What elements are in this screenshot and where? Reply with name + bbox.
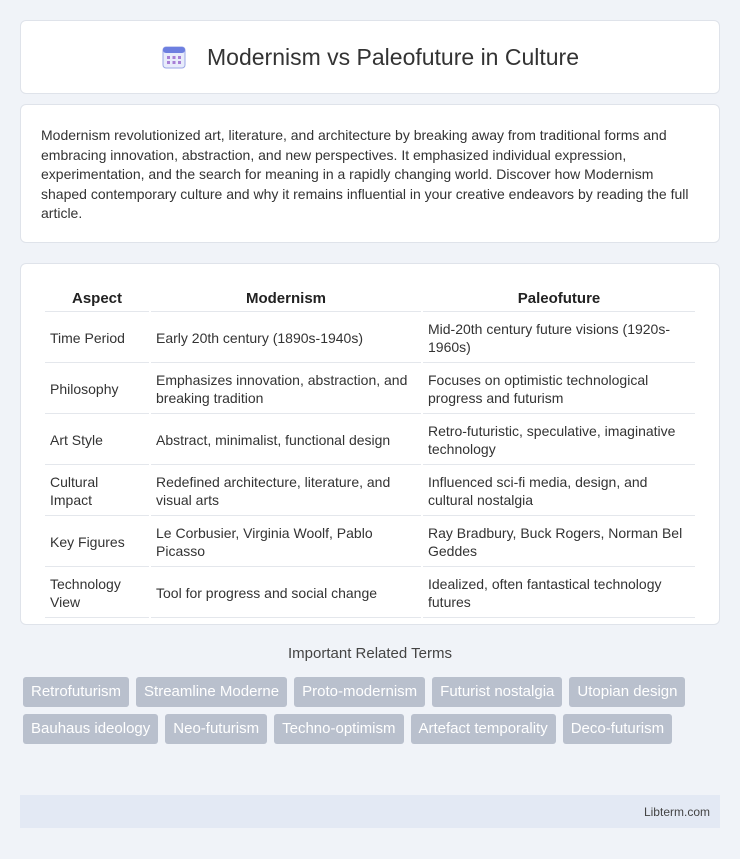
footer (20, 795, 720, 828)
header-card (20, 20, 720, 94)
cell-paleofuture: Idealized, often fantastical technology futures (423, 569, 695, 618)
header-aspect: Aspect (45, 286, 149, 312)
intro-text: Modernism revolutionized art, literature, and architecture by breaking away from traditional forms and embracing innovation, abstraction, and new perspectives. It emphasized individual expression, experimentation, and the search for meaning in a rapidly changing world. Discover how Modernism shaped contemporary culture and why it remains influential in your creative endeavors by reading the full article. (41, 127, 689, 221)
cell-modernism: Emphasizes innovation, abstraction, and breaking tradition (151, 365, 421, 414)
cell-modernism: Abstract, minimalist, functional design (151, 416, 421, 465)
comparison-table (43, 284, 697, 620)
related-terms-title: Important Related Terms (288, 645, 452, 662)
header-paleofuture: Paleofuture (423, 286, 695, 312)
cell-aspect: Technology View (45, 569, 149, 618)
cell-aspect: Time Period (45, 314, 149, 363)
cell-aspect: Cultural Impact (45, 467, 149, 516)
header-modernism: Modernism (151, 286, 421, 312)
related-tag[interactable]: Neo-futurism (165, 714, 267, 744)
related-tag[interactable]: Streamline Moderne (136, 677, 287, 707)
table-row (45, 314, 695, 363)
cell-modernism: Le Corbusier, Virginia Woolf, Pablo Picasso (151, 518, 421, 567)
comparison-table-card (20, 263, 720, 625)
related-tag[interactable]: Futurist nostalgia (432, 677, 562, 707)
table-row (45, 365, 695, 414)
calendar-icon (161, 44, 187, 70)
table-row (45, 467, 695, 516)
page-title: Modernism vs Paleofuture in Culture (207, 43, 579, 70)
cell-paleofuture: Focuses on optimistic technological progress and futurism (423, 365, 695, 414)
table-row (45, 416, 695, 465)
table-row (45, 518, 695, 567)
cell-paleofuture: Retro-futuristic, speculative, imaginative technology (423, 416, 695, 465)
cell-modernism: Tool for progress and social change (151, 569, 421, 618)
cell-aspect: Key Figures (45, 518, 149, 567)
related-tag[interactable]: Retrofuturism (23, 677, 129, 707)
related-tag[interactable]: Deco-futurism (563, 714, 672, 744)
cell-paleofuture: Influenced sci-fi media, design, and cultural nostalgia (423, 467, 695, 516)
related-tag[interactable]: Artefact temporality (411, 714, 556, 744)
cell-aspect: Philosophy (45, 365, 149, 414)
cell-modernism: Redefined architecture, literature, and visual arts (151, 467, 421, 516)
cell-aspect: Art Style (45, 416, 149, 465)
related-tag[interactable]: Techno-optimism (274, 714, 403, 744)
related-tag[interactable]: Bauhaus ideology (23, 714, 158, 744)
table-row (45, 569, 695, 618)
cell-paleofuture: Mid-20th century future visions (1920s-1960s) (423, 314, 695, 363)
table-header-row (45, 286, 695, 312)
related-tag[interactable]: Utopian design (569, 677, 685, 707)
intro-card (20, 104, 720, 243)
cell-paleofuture: Ray Bradbury, Buck Rogers, Norman Bel Geddes (423, 518, 695, 567)
footer-site-link[interactable]: Libterm.com (643, 804, 710, 819)
related-tag[interactable]: Proto-modernism (294, 677, 425, 707)
related-terms-list (23, 677, 723, 751)
cell-modernism: Early 20th century (1890s-1940s) (151, 314, 421, 363)
